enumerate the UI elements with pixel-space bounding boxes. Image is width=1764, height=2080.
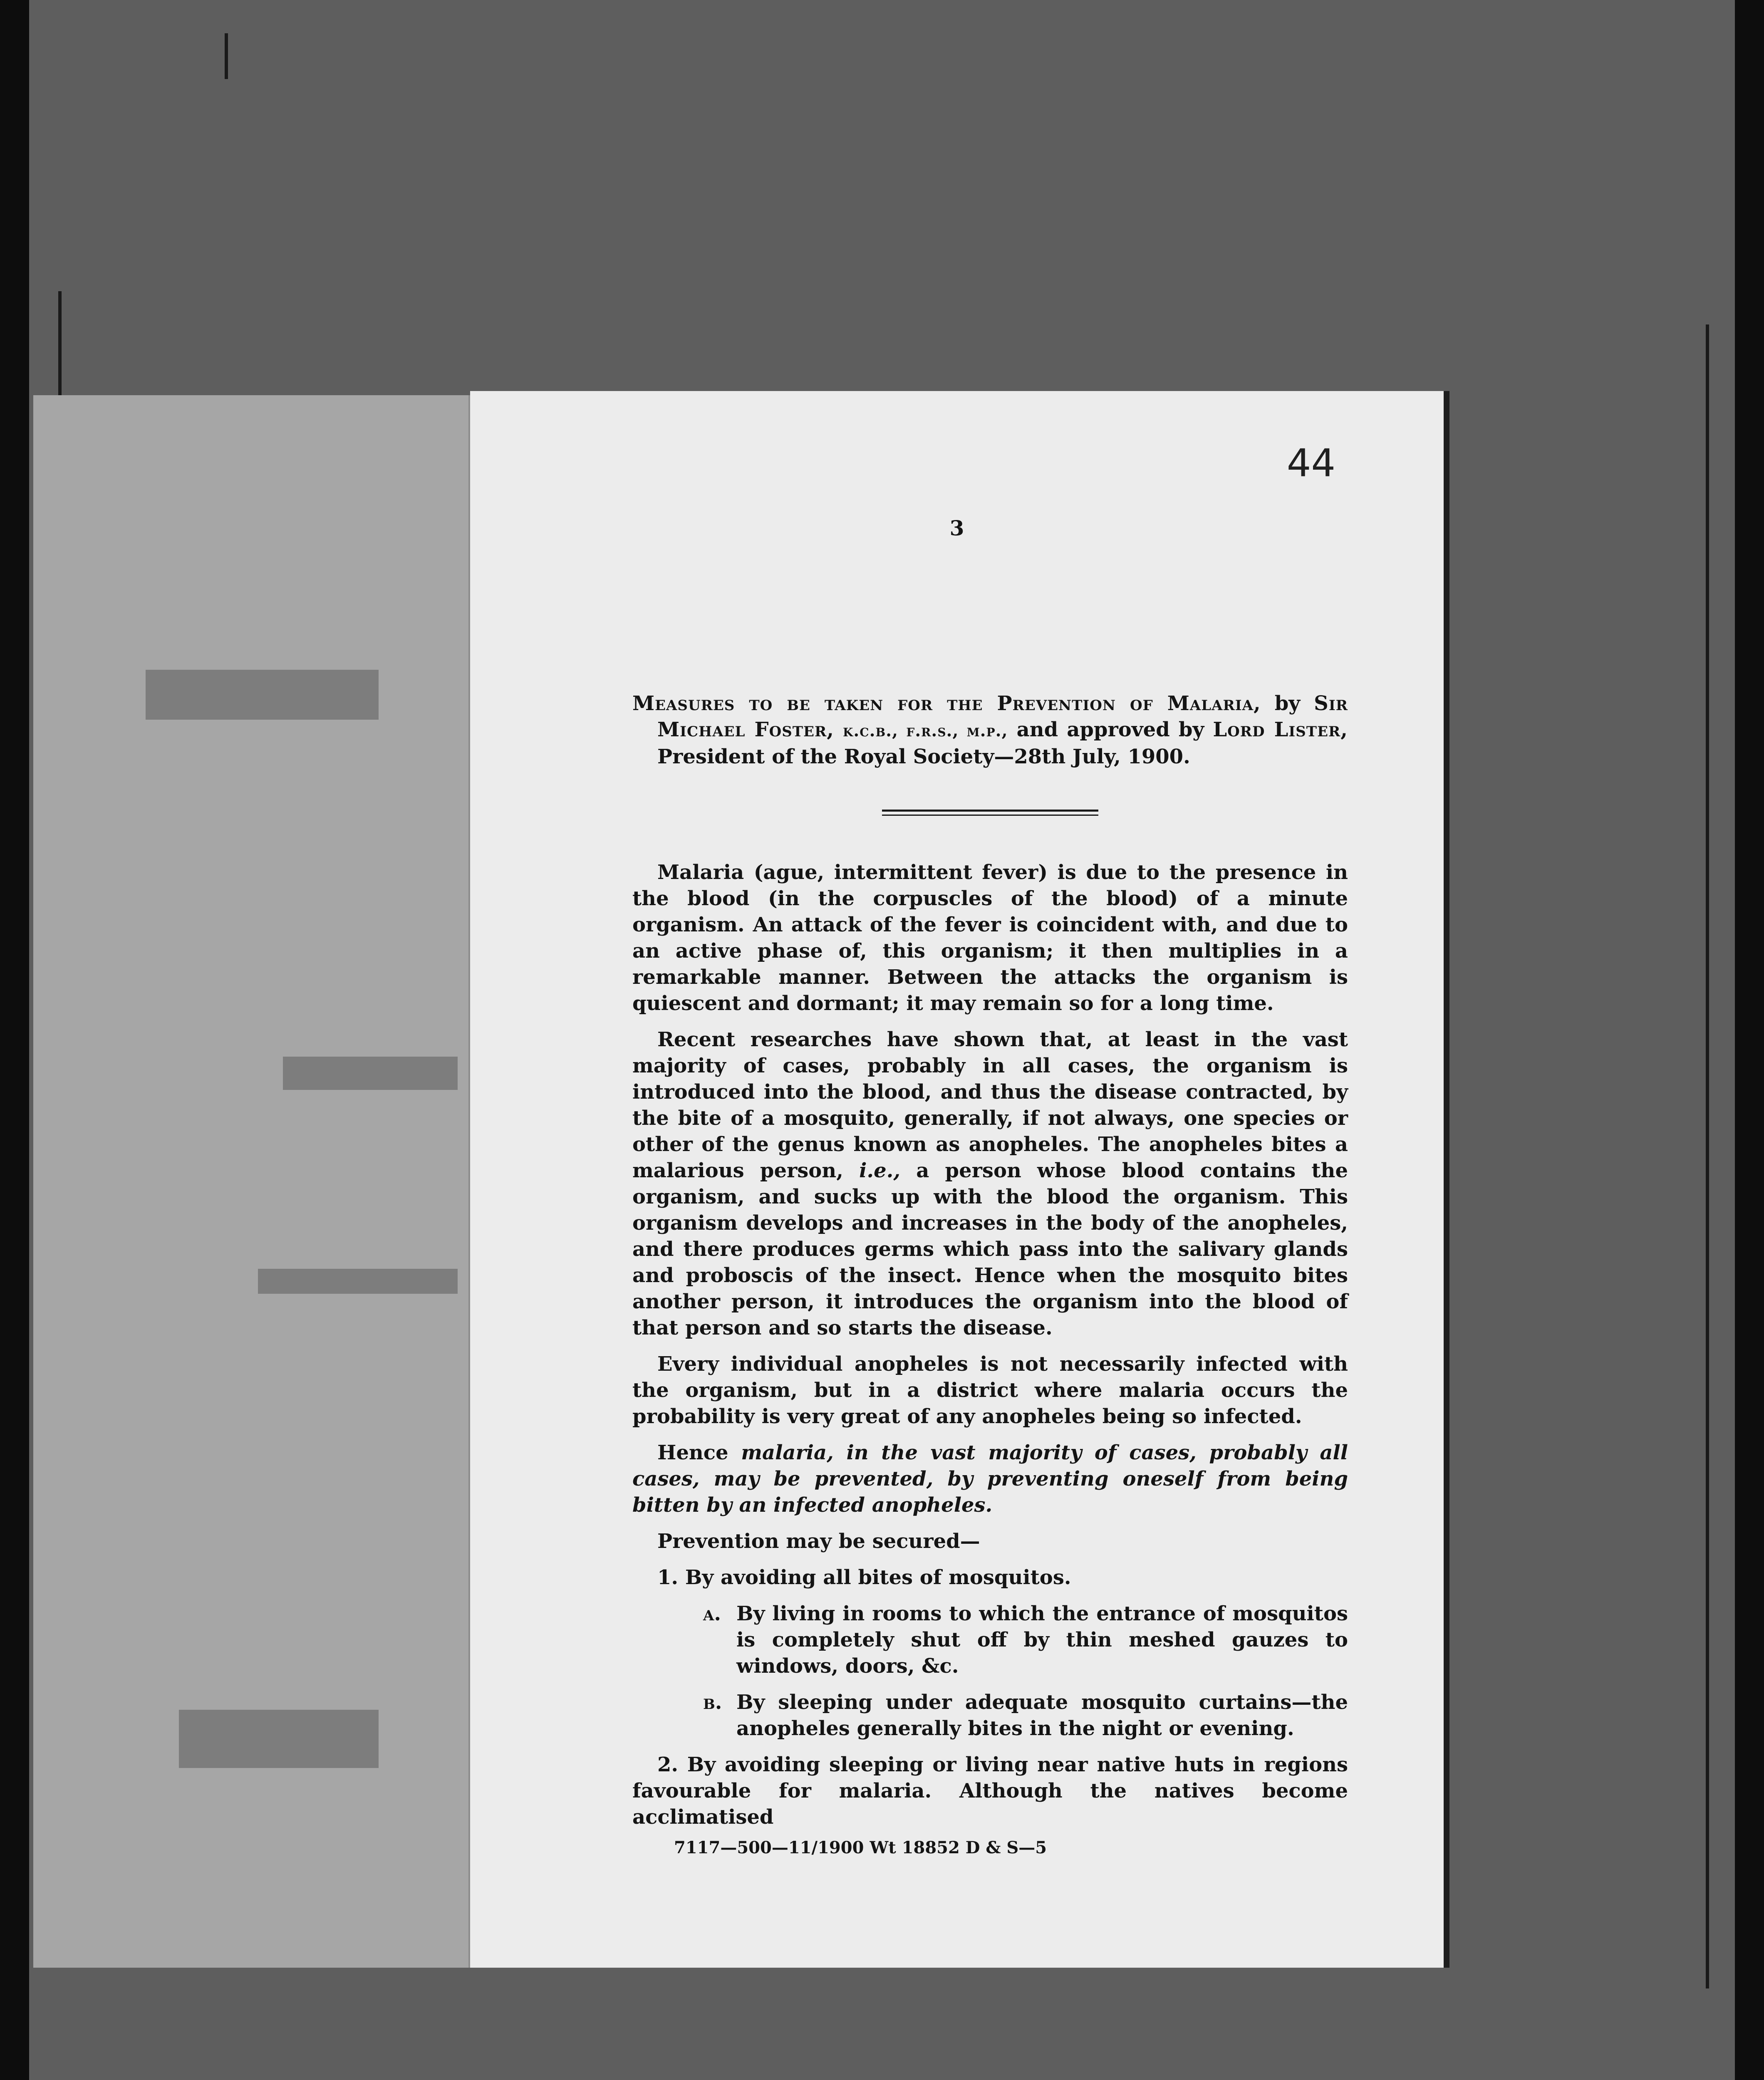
list-item-b	[632, 1689, 1348, 1742]
list-item-a-text: By living in rooms to which the entrance of mosquitos is completely shut off by thin meshed gauzes to windows, doors, &c.	[736, 1602, 1348, 1678]
film-line-right	[1706, 324, 1709, 1988]
page-body	[632, 691, 1348, 1861]
paragraph-5: Prevention may be secured—	[657, 1530, 980, 1553]
heading-approver: Lord Lister,	[1213, 718, 1348, 741]
list-item-a-marker: a.	[703, 1602, 721, 1625]
heading-title: Measures to be taken for the Prevention of Malaria,	[632, 692, 1261, 715]
heading-honours: k.c.b., f.r.s., m.p.,	[843, 721, 1008, 740]
list-item-a	[632, 1601, 1348, 1679]
heading-author: Sir Michael Foster,	[657, 692, 1348, 741]
document-page	[470, 391, 1444, 1968]
list-item-2: 2. By avoiding sleeping or living near native huts in regions favourable for malaria. Although the natives become acclimatised	[632, 1753, 1348, 1829]
paragraph-2-ie: i.e.,	[859, 1159, 901, 1182]
list-item-b-marker: b.	[703, 1691, 722, 1714]
ghost-text-block	[146, 670, 379, 720]
paragraph-1: Malaria (ague, intermittent fever) is due to the presence in the blood (in the corpuscles of the blood) of a minute organism. An attack of the fever is coincident with, and due to an active phase of, this organism; it then multiplies in a remarkable manner. Between the attacks the organism is quiescent and dormant; it may remain so for a long time.	[632, 861, 1348, 1015]
ghost-text-block	[258, 1269, 458, 1294]
paragraph-4	[632, 1440, 1348, 1518]
page-number: 3	[949, 516, 964, 540]
printer-imprint: 7117—500—11/1900 Wt 18852 D & S—5	[674, 1838, 1047, 1857]
heading-rest: President of the Royal Society—28th July, 1900.	[657, 745, 1190, 768]
ghost-text-block	[283, 1057, 458, 1090]
double-rule-divider	[882, 810, 1098, 816]
paragraph-2-part-a: Recent researches have shown that, at least in the vast majority of cases, probably in all cases, the organism is introduced into the blood, and thus the disease contracted, by the bite of a mosquito, generally, if not always, one species or other of the genus known as anopheles. The anopheles bites a malarious person,	[632, 1028, 1348, 1182]
list-item-b-text: By sleeping under adequate mosquito curtains—the anopheles generally bites in the night or evening.	[736, 1691, 1348, 1740]
list-item-1: 1. By avoiding all bites of mosquitos.	[657, 1566, 1071, 1589]
ghost-text-block	[179, 1710, 379, 1768]
heading-by: by	[1274, 692, 1301, 715]
paragraph-2	[632, 1027, 1348, 1341]
document-heading	[632, 691, 1348, 770]
paragraph-3: Every individual anopheles is not necessarily infected with the organism, but in a district where malaria occurs the probability is very great of any anopheles being so infected.	[632, 1352, 1348, 1428]
paragraph-4-lead: Hence	[657, 1441, 728, 1464]
folio-number: 44	[1286, 441, 1335, 485]
paragraph-4-italic: malaria, in the vast majority of cases, probably all cases, may be prevented, by preventing oneself from being bitten by an infected anopheles.	[632, 1441, 1348, 1517]
facing-page-left	[33, 395, 474, 1968]
film-line-top	[225, 33, 228, 79]
paragraph-2-part-b: a person whose blood contains the organism, and sucks up with the blood the organism. This organism develops and increases in the body of the anopheles, and there produces germs which pass into the salivary glands and proboscis of the insect. Hence when the mosquito bites another person, it introduces the organism into the blood of that person and so starts the disease.	[632, 1159, 1348, 1340]
heading-and-approved: and approved by	[1016, 718, 1204, 741]
